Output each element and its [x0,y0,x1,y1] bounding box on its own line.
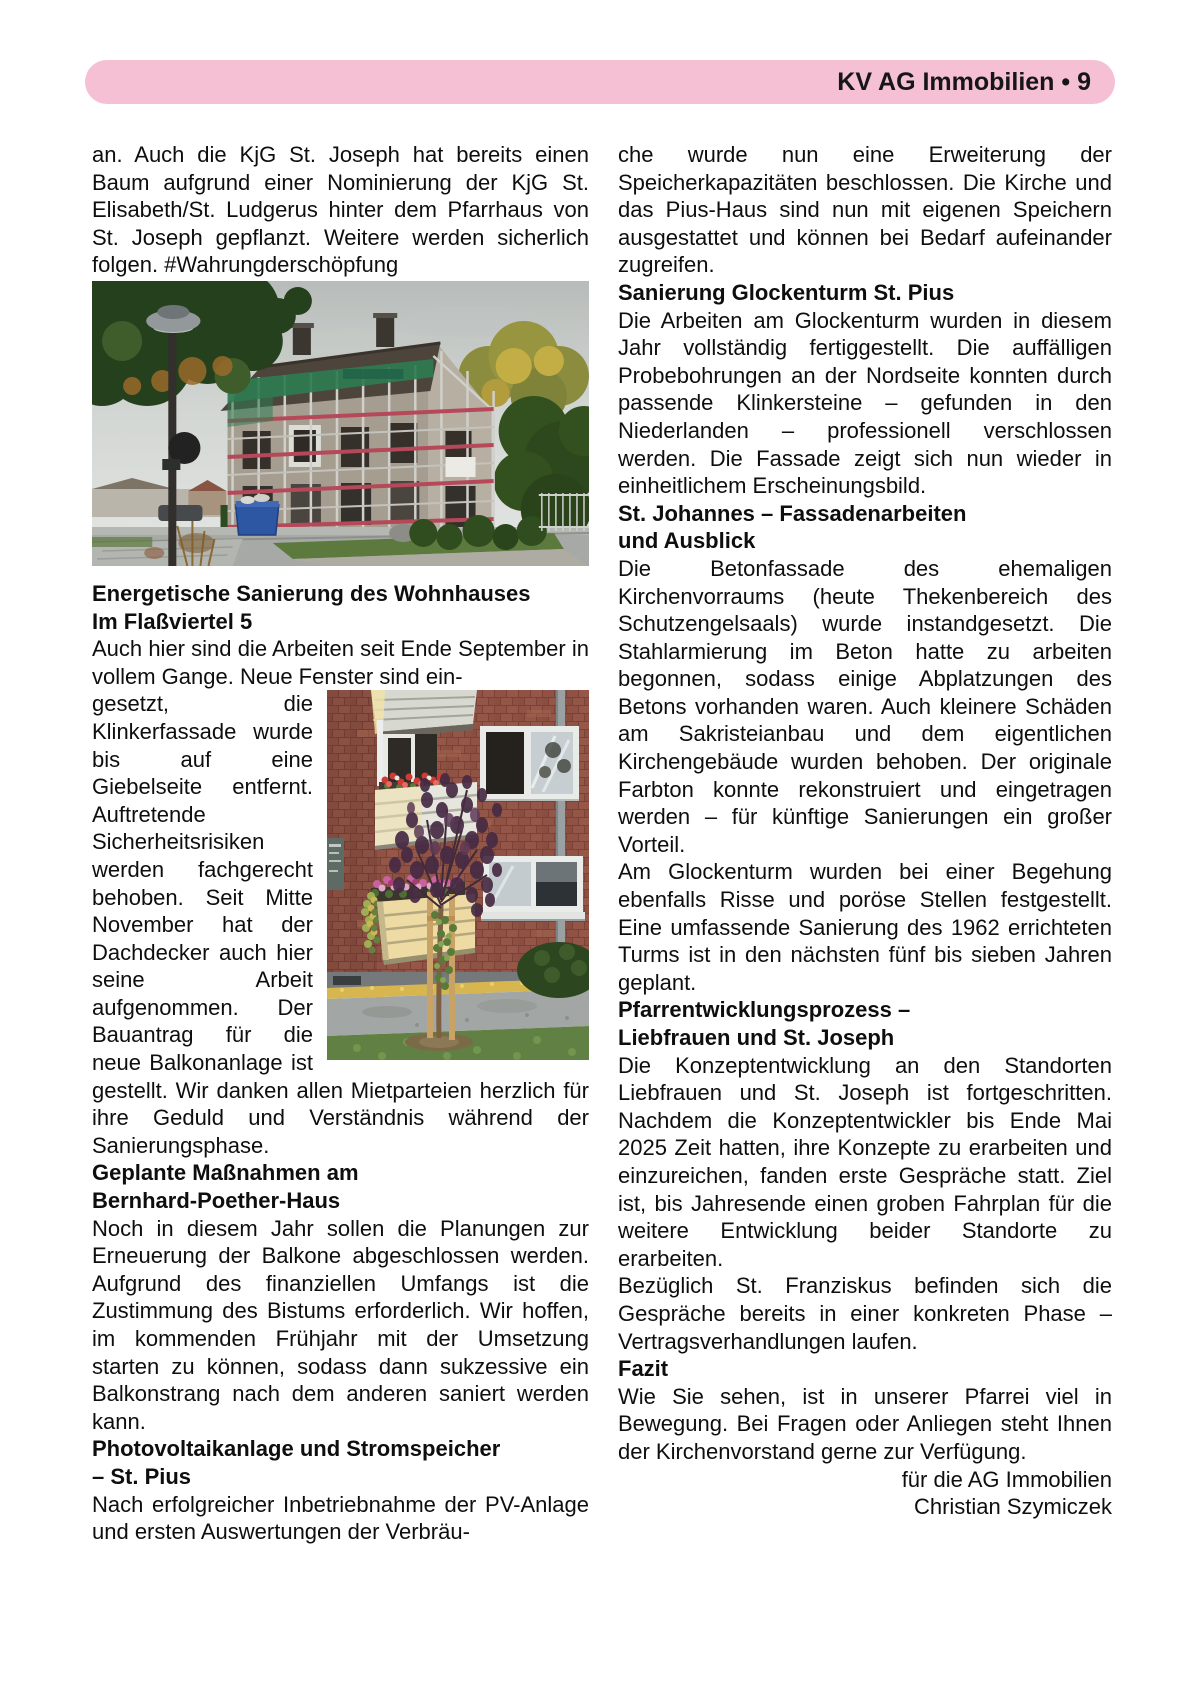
page-header-label: KV AG Immobilien • 9 [837,68,1091,96]
paragraph-st-johannes-2: Am Glockenturm wurden bei einer Begehung ebenfalls Risse und poröse Stellen festgestellt. Eine umfassende Sanierung des 1962 errichteten Turms ist in den nächsten fünf bis sieben Jahren geplant. [618,859,1112,995]
paragraph-poether-haus: Noch in diesem Jahr sollen die Planungen zur Erneuerung der Balkone abgeschlossen werden. Aufgrund des finanziellen Umfangs ist die Zustimmung des Bistums erforderlich. Wir hoffen, im kommenden Frühjahr mit der Umsetzung starten zu können, sodass dann sukzessive ein Balkonstrang nach dem anderen saniert werden kann. [92,1215,589,1434]
signoff-group: für die AG Immobilien [901,1466,1112,1492]
paragraph-photovoltaik: Nach erfolgreicher Inbetriebnahme der PV-Anlage und ersten Auswertungen der Verbräu- [92,1491,589,1545]
signoff [618,1466,1112,1521]
section-heading-fazit: Fazit [618,1356,669,1382]
section-heading-glockenturm: Sanierung Glockenturm St. Pius [618,279,955,305]
section-heading-flassviertel: Energetische Sanierung des Wohnhauses Im Flaßviertel 5 [92,580,531,634]
paragraph-flassviertel-text: gesetzt, die Klinkerfassade wurde bis auf eine Giebelseite entfernt. Auftretende Sicherheitsrisiken werden fachgerecht behoben. Seit Mitte November hat der Dachdecker auch hier seine Arbeit aufgenommen. Der Bauantrag für die neue Balkonanlage ist gestellt. Wir danken allen Mietparteien herzlich für ihre Geduld und Verständnis während der Sanierungsphase. [92,691,589,1158]
page-header-bar [85,60,1115,104]
paragraph-pfarrentwicklung-2: Bezüglich St. Franziskus befinden sich die Gespräche bereits in einer konkreten Phase – Vertragsverhandlungen laufen. [618,1273,1112,1354]
right-column [618,141,1112,1521]
balcony-building-photo [327,690,589,1060]
paragraph-st-johannes-1: Die Betonfassade des ehemaligen Kirchenvorraums (heute Thekenbereich des Schutzengelsaals) wurde instandgesetzt. Die Stahlarmierung im Beton hatte zu arbeiten begonnen, sodass einige Abplatzungen des Betons vorhanden waren. Auch kleinere Schäden am Sakristeianbau und dem eigentlichen Kirchengebäude wurden behoben. Der originale Farbton konnte rekonstruiert und eingetragen werden – für künftige Sanierungen ein großer Vorteil. [618,555,1112,857]
section-heading-photovoltaik: Photovoltaikanlage und Stromspeicher – St. Pius [92,1436,501,1489]
intro-paragraph: an. Auch die KjG St. Joseph hat bereits einen Baum aufgrund einer Nominierung der KjG St. Elisabeth/St. Ludgerus hinter dem Pfarrhaus von St. Joseph gepflanzt. Weitere werden sicherlich folgen. #Wahrungderschöpfung [92,142,589,278]
section-heading-st-johannes: St. Johannes – Fassadenarbeiten und Ausblick [618,500,967,554]
signoff-author: Christian Szymiczek [913,1494,1112,1520]
paragraph-pfarrentwicklung-1: Die Konzeptentwicklung an den Standorten Liebfrauen und St. Joseph ist fortgeschritten. Nachdem die Konzeptentwickler bis Ende Mai 2025 Zeit hatten, ihre Konzepte zu erarbeiten und einzureichen, fanden erste Gespräche statt. Ziel ist, bis Jahresende einen groben Fahrplan für die weitere Entwicklung beider Standorte zu erarbeiten. [618,1052,1112,1271]
paragraph-glockenturm: Die Arbeiten am Glockenturm wurden in diesem Jahr vollständig fertiggestellt. Die auffälligen Probebohrungen an der Nordseite konnten durch passende Klinkersteine – gefunden in den Niederlanden – professionell verschlossen werden. Die Fassade zeigt sich nun wieder in einheitlichem Erscheinungsbild. [618,307,1112,499]
paragraph-speicher: che wurde nun eine Erweiterung der Speicherkapazitäten beschlossen. Die Kirche und das Pius-Haus sind nun mit eigenen Speichern ausgestattet und können bei Bedarf aufeinander zugreifen. [618,142,1112,278]
paragraph-flassviertel-wrap [92,690,589,1159]
section-heading-poether-haus: Geplante Maßnahmen am Bernhard-Poether-Haus [92,1160,359,1214]
paragraph-fazit: Wie Sie sehen, ist in unserer Pfarrei viel in Bewegung. Bei Fragen oder Anliegen steht Ihnen der Kirchenvorstand gerne zur Verfügung. [618,1383,1112,1464]
left-column [92,141,589,1546]
paragraph-flassviertel-start: Auch hier sind die Arbeiten seit Ende September in vollem Gange. Neue Fenster sind ein- [92,636,589,689]
section-heading-pfarrentwicklung: Pfarrentwicklungsprozess – Liebfrauen und St. Joseph [618,997,911,1050]
scaffolded-house-photo [92,281,589,566]
